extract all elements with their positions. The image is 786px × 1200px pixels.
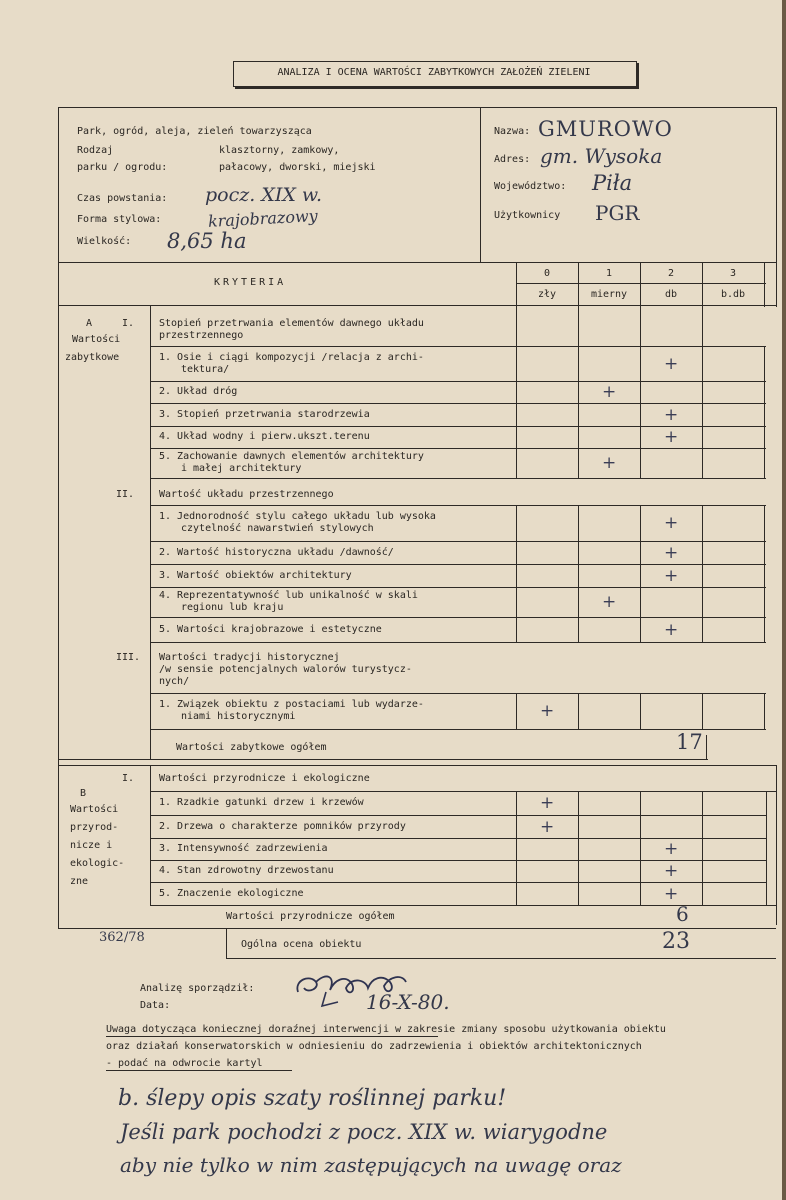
- criterion-row-label: 3. Intensywność zadrzewienia: [159, 843, 328, 854]
- score-mark: +: [664, 404, 679, 425]
- criterion-row-label-cont: tektura/: [181, 363, 230, 375]
- criterion-row-label: 4. Stan zdrowotny drzewostanu: [159, 865, 334, 876]
- rodzaj-options: klasztorny, zamkowy,: [219, 145, 340, 156]
- score-mark: +: [664, 839, 679, 859]
- nazwa-label: Nazwa:: [494, 126, 531, 137]
- group-b1-title: Wartości przyrodnicze i ekologiczne: [159, 773, 370, 784]
- group-a1-title-1: Stopień przetrwania elementów dawnego układu: [159, 318, 424, 329]
- criteria-header: KRYTERIA: [214, 277, 287, 288]
- rodzaj-label: Rodzaj: [77, 145, 114, 156]
- section-a-name-2: zabytkowe: [65, 352, 120, 363]
- group-a3-num: III.: [116, 652, 141, 663]
- scale-0-num: 0: [543, 268, 551, 279]
- sum-a-value: 17: [676, 730, 703, 754]
- handwritten-note-2: Jeśli park pochodzi z pocz. XIX w. wiarygodne: [120, 1120, 608, 1144]
- note-line-3: - podać na odwrocie kartyl: [106, 1058, 263, 1069]
- score-mark: +: [602, 453, 617, 473]
- data-label: Data:: [140, 1000, 171, 1011]
- overall-value: 23: [662, 929, 690, 954]
- criterion-row-label: 3. Stopień przetrwania starodrzewia: [159, 408, 370, 420]
- page-title: ANALIZA I OCENA WARTOŚCI ZABYTKOWYCH ZAŁOŻEŃ ZIELENI: [277, 67, 591, 78]
- handwritten-note-1: b. ślepy opis szaty roślinnej parku!: [118, 1086, 507, 1111]
- scale-1-num: 1: [605, 268, 613, 279]
- parku-label: parku / ogrodu:: [77, 162, 168, 173]
- criterion-row-label: 2. Układ dróg: [159, 386, 238, 397]
- score-mark: +: [664, 883, 679, 904]
- criterion-row-label: 4. Układ wodny i pierw.ukszt.terenu: [159, 431, 370, 442]
- scale-2-num: 2: [667, 268, 675, 279]
- score-mark: +: [664, 861, 679, 881]
- note-line-1: Uwaga dotycząca koniecznej doraźnej interwencji w zakresie zmiany sposobu użytkowania obiektu: [106, 1024, 666, 1035]
- score-mark: +: [602, 382, 617, 402]
- parku-options: pałacowy, dworski, miejski: [219, 162, 376, 173]
- czas-label: Czas powstania:: [77, 193, 168, 204]
- criterion-row-label-cont: i małej architektury: [181, 463, 302, 474]
- adres-value: gm. Wysoka: [540, 144, 663, 168]
- criterion-row-label-cont: regionu lub kraju: [181, 602, 284, 613]
- section-b-name-2: przyrod-: [70, 822, 119, 833]
- criterion-row-label: 1. Jednorodność stylu całego układu lub wysoka: [159, 511, 436, 522]
- score-mark: +: [540, 793, 555, 813]
- wielkosc-value: 8,65 ha: [167, 229, 247, 253]
- section-a-letter: A: [86, 318, 93, 329]
- group-a3-title-2: /w sensie potencjalnych walorów turystycz-: [159, 664, 412, 675]
- section-b-letter: B: [80, 788, 87, 799]
- criterion-row-label-cont: czytelność nawarstwień stylowych: [181, 523, 374, 534]
- criterion-row-label: 5. Wartości krajobrazowe i estetyczne: [159, 623, 382, 635]
- criterion-row-label: 1. Osie i ciągi kompozycji /relacja z archi-: [159, 351, 424, 363]
- nazwa-value: GMUROWO: [538, 117, 673, 141]
- date-value: 16-X-80.: [366, 990, 450, 1014]
- criterion-row-label: 5. Zachowanie dawnych elementów architektury: [159, 451, 424, 462]
- criterion-row-label: 1. Związek obiektu z postaciami lub wydarze-: [159, 699, 424, 710]
- sum-b-value: 6: [676, 902, 689, 926]
- note-line-2: oraz działań konserwatorskich w odniesieniu do zadrzewienia i obiektów architektonicznych: [106, 1041, 642, 1052]
- scale-0-label: zły: [537, 289, 557, 300]
- czas-value: pocz. XIX w.: [205, 184, 322, 206]
- criterion-row-label: 2. Wartość historyczna układu /dawność/: [159, 546, 394, 558]
- group-a1-title-2: przestrzennego: [159, 330, 244, 341]
- section-b-num: I.: [122, 773, 135, 784]
- park-type-label: Park, ogród, aleja, zieleń towarzysząca: [77, 126, 312, 137]
- sum-a-label: Wartości zabytkowe ogółem: [176, 742, 327, 753]
- uzytkownicy-label: Użytkownicy: [494, 210, 561, 221]
- page-edge: [782, 0, 786, 1200]
- handwritten-note-3: aby nie tylko w nim zastępujących na uwagę oraz: [120, 1153, 622, 1177]
- uzytkownicy-value: PGR: [595, 201, 640, 225]
- score-mark: +: [664, 542, 679, 563]
- group-a3-title-1: Wartości tradycji historycznej: [159, 652, 340, 663]
- score-mark: +: [664, 427, 679, 447]
- section-a-num: I.: [122, 318, 135, 329]
- section-b-name-4: ekologic-: [70, 858, 125, 869]
- forma-value: krajobrazowy: [207, 206, 319, 231]
- score-mark: +: [664, 619, 679, 640]
- group-a2-title: Wartość układu przestrzennego: [159, 489, 334, 500]
- forma-label: Forma stylowa:: [77, 214, 162, 225]
- criterion-row-label: 2. Drzewa o charakterze pomników przyrody: [159, 820, 406, 832]
- wielkosc-label: Wielkość:: [77, 236, 132, 247]
- sum-b-label: Wartości przyrodnicze ogółem: [226, 911, 395, 922]
- group-a3-title-3: nych/: [159, 676, 190, 687]
- section-b-name-3: nicze i: [70, 840, 113, 851]
- adres-label: Adres:: [494, 154, 531, 165]
- score-mark: +: [664, 513, 679, 533]
- criterion-row-label: 3. Wartość obiektów architektury: [159, 569, 352, 581]
- scale-3-num: 3: [729, 268, 737, 279]
- score-mark: +: [602, 592, 617, 612]
- stamp-number: 362/78: [99, 930, 145, 945]
- criterion-row-label: 4. Reprezentatywność lub unikalność w skali: [159, 590, 418, 601]
- sporzadzil-label: Analizę sporządził:: [140, 983, 255, 994]
- wojewodztwo-value: Piła: [592, 171, 633, 195]
- group-a2-num: II.: [116, 489, 135, 500]
- section-b-name-5: zne: [70, 876, 89, 887]
- criterion-row-label: 5. Znaczenie ekologiczne: [159, 887, 304, 899]
- criterion-row-label: 1. Rzadkie gatunki drzew i krzewów: [159, 797, 364, 808]
- overall-label: Ogólna ocena obiektu: [241, 939, 362, 950]
- scale-2-label: db: [664, 289, 678, 300]
- score-mark: +: [664, 353, 679, 374]
- scale-1-label: mierny: [590, 289, 628, 300]
- wojewodztwo-label: Województwo:: [494, 181, 567, 192]
- section-a-name-1: Wartości: [72, 334, 121, 345]
- scale-3-label: b.db: [720, 289, 746, 300]
- criterion-row-label-cont: niami historycznymi: [181, 711, 296, 722]
- score-mark: +: [664, 565, 679, 586]
- score-mark: +: [540, 816, 555, 837]
- score-mark: +: [540, 701, 555, 721]
- section-b-name-1: Wartości: [70, 804, 119, 815]
